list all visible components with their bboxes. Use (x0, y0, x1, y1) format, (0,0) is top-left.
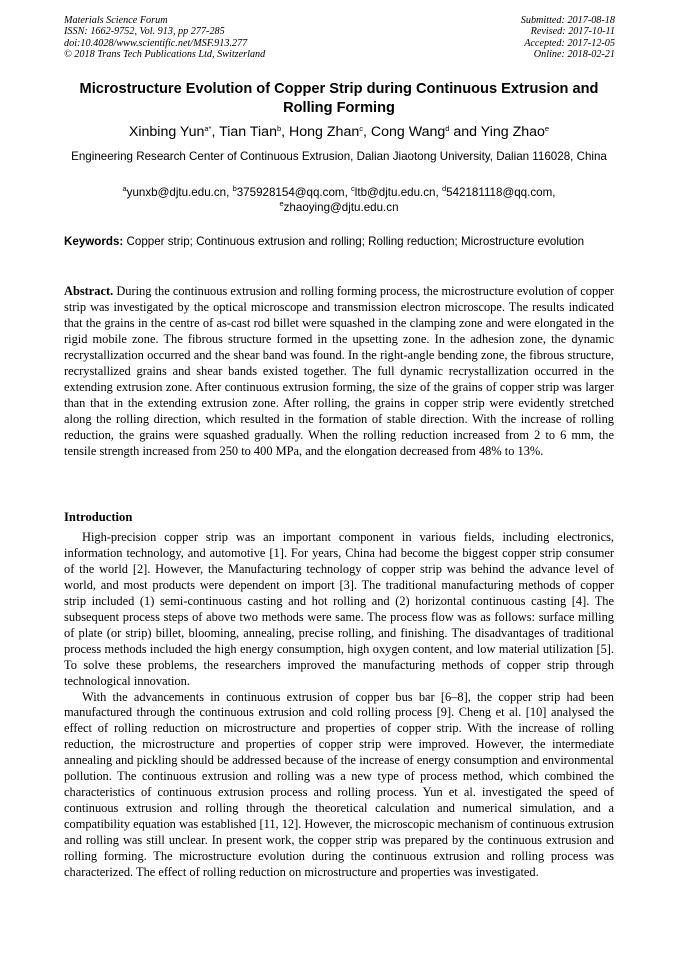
email-mark: c (351, 184, 355, 193)
keywords-block (64, 234, 614, 250)
abstract-text: During the continuous extrusion and rolling forming process, the microstructure evolution of copper strip was investigated by the optical microscope and transmission electron microscope. The results indicated that the grains in the centre of as-cast rod billet were squashed in the clamping zone and were elongated in the rigid mobile zone. The fibrous structure formed in the upsetting zone. In the adhesion zone, the dynamic recrystallization occurred and the shear band was found. In the right-angle bending zone, the fibrous structure, recrystallized grains and shear bands existed together. The full dynamic recrystallization occurred in the extending extrusion zone. After continuous extrusion forming, the size of the grains of copper strip was larger than that in the extending extrusion zone. After rolling, the grains in copper strip were evidently stretched along the rolling direction, which resulted in the formation of stable direction. With the increase of rolling reduction, the grains were squashed gradually. When the rolling reduction increased from 2 to 6 mm, the tensile strength increased from 250 to 400 MPa, and the elongation decreased from 48% to 13%. (64, 284, 614, 459)
abstract-block (64, 283, 614, 460)
author (289, 124, 363, 140)
author-affil-mark: b (276, 124, 282, 133)
section-heading-introduction: Introduction (64, 510, 133, 524)
email-address[interactable]: ltb@djtu.edu.cn (354, 186, 436, 199)
author-separator: , (211, 124, 220, 140)
abstract-label: Abstract. (64, 284, 114, 298)
affiliation: Engineering Research Center of Continuous Extrusion, Dalian Jiaotong University, Dalian 116028, China (71, 150, 607, 163)
accepted-date: Accepted: 2017-12-05 (524, 37, 615, 49)
author (129, 124, 212, 140)
author-name: Ying Zhao (480, 124, 545, 140)
email-list: $^a$yunxb@djtu.edu.cn, $^b$375928154@qq.com, $^c$ltb@djtu.edu.cn, $^d$542181118@qq.com, $^e$zhaoying@djtu.edu.cn (122, 184, 556, 214)
issn-line: ISSN: 1662-9752, Vol. 913, pp 277-285 (64, 26, 225, 38)
email-address[interactable]: yunxb@djtu.edu.cn (126, 186, 227, 199)
copyright-line: © 2018 Trans Tech Publications Ltd, Switzerland (64, 49, 266, 61)
email-address[interactable]: 375928154@qq.com (236, 186, 345, 199)
intro-paragraph: High-precision copper strip was an important component in various fields, including electronics, information technology, and automotive [1]. For years, China had become the biggest copper strip consumer of the world [2]. However, the Manufacturing technology of copper strip was behind the advance level of world, and most products were dependent on import [3]. The traditional manufacturing methods of copper strip included (1) semi-continuous casting and hot rolling and (2) horizontal continuous casting [4]. The subsequent process steps of above two methods were same. The process flow was as follows: surface milling of plate (or strip) billet, blooming, annealing, precise rolling, and finishing. The disadvantages of traditional process methods included the high energy consumption, high oxygen content, and low material utilization [5]. To solve these problems, the researchers improved the manufacturing methods of copper strip through technological innovation. (64, 530, 614, 688)
author-name: Cong Wang (370, 124, 446, 140)
author-name: Tian Tian (219, 124, 277, 140)
doi-line: doi:10.4028/www.scientific.net/MSF.913.277 (64, 37, 248, 49)
journal-info (64, 15, 265, 61)
author (481, 124, 549, 140)
intro-paragraph: With the advancements in continuous extrusion of copper bus bar [6–8], the copper strip had been manufactured through the continuous extrusion and cold rolling process [9]. Cheng et al. [10] analysed the effect of rolling reduction on microstructure and properties of copper strip. With the increase of rolling reduction, the microstructure and properties of copper strip were improved. However, the intermediate annealing and pickling should be addressed because of the increase of energy consumption and environmental pollution. The continuous extrusion and rolling was a new type of process method, which combined the characteristics of continuous extrusion process and rolling process. Yun et al. investigated the speed of continuous extrusion and rolling through the theoretical calculation and numerical simulation, and a compatibility equation was established [11, 12]. However, the microscopic mechanism of continuous extrusion and rolling was still unclear. In present work, the copper strip was prepared by the continuous extrusion and rolling forming. The microstructure evolution during the continuous extrusion and rolling process was characterized. The effect of rolling reduction on microstructure and properties was investigated. (64, 689, 614, 880)
author-list (40, 123, 638, 142)
author-affil-mark: c (359, 124, 363, 133)
author (371, 124, 450, 140)
email-mark: d (441, 184, 447, 193)
email-address[interactable]: zhaoying@djtu.edu.cn (283, 201, 399, 214)
email-address[interactable]: 542181118@qq.com (446, 186, 553, 199)
online-date: Online: 2018-02-21 (533, 49, 615, 61)
email-entry (351, 186, 436, 199)
submitted-date: Submitted: 2017-08-18 (520, 15, 615, 26)
email-entry (233, 186, 345, 199)
author-affil-mark: e (544, 124, 550, 133)
email-mark: a (122, 184, 127, 193)
email-entry (123, 186, 227, 199)
author-separator: , (362, 124, 371, 140)
author-separator: and (449, 124, 481, 140)
author-affil-mark: d (445, 124, 450, 133)
introduction-body (64, 530, 614, 881)
author-separator: , (281, 124, 290, 140)
email-mark: e (279, 199, 284, 208)
publication-dates (521, 15, 615, 61)
email-entry (279, 201, 398, 214)
author (219, 124, 281, 140)
author-name: Hong Zhan (289, 124, 360, 140)
keywords-text: Copper strip; Continuous extrusion and rolling; Rolling reduction; Microstructure evolution (126, 235, 585, 248)
author-name: Xinbing Yun (128, 124, 205, 140)
journal-name: Materials Science Forum (64, 15, 168, 26)
author-affil-mark: a* (204, 124, 212, 133)
keywords-label: Keywords: (64, 235, 124, 248)
revised-date: Revised: 2017-10-11 (530, 26, 615, 38)
paper-title: Microstructure Evolution of Copper Strip during Continuous Extrusion and Rolling Forming (79, 81, 599, 116)
email-entry (442, 186, 552, 199)
email-mark: b (232, 184, 237, 193)
